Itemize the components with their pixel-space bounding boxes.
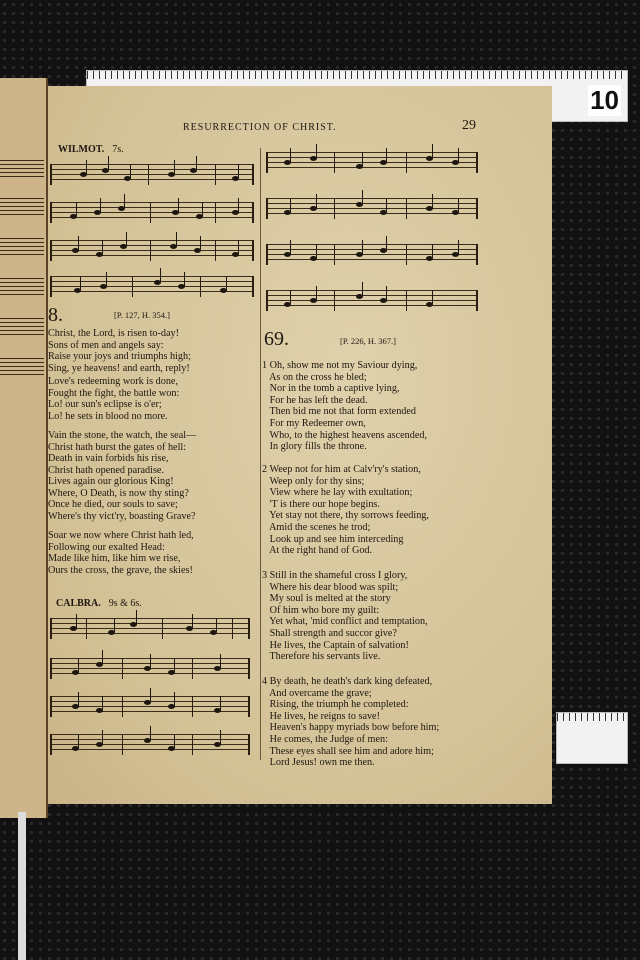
facing-page-edge — [0, 78, 48, 818]
music-staff — [266, 152, 478, 172]
facing-staff — [0, 160, 44, 178]
tune-name: WILMOT. — [58, 144, 105, 155]
hymn-verse: Christ, the Lord, is risen to-day! Sons of men and angels say: Raise your joys and triumphs high; Sing, ye heavens! and earth, reply! — [48, 328, 191, 374]
hymn-reference: [P. 226, H. 367.] — [340, 336, 396, 346]
tune-meter: 9s & 6s. — [108, 598, 142, 609]
music-staff — [50, 240, 254, 260]
tune-name: CALBRA. — [56, 598, 101, 609]
hymn-verse: Lives again our glorious King! Where, O Death, is now thy sting? Once he died, our souls to save; Where's thy vict'ry, boasting Grave? — [48, 476, 196, 522]
ruler-label: 10 — [590, 85, 619, 115]
column-divider — [260, 148, 261, 760]
facing-staff — [0, 278, 44, 296]
facing-staff — [0, 358, 44, 376]
hymn-verse: Vain the stone, the watch, the seal— Christ hath burst the gates of hell: Death in vain forbids his rise, Christ hath opened paradise. — [48, 430, 197, 476]
hymn-verse: Love's redeeming work is done, Fought the fight, the battle won: Lo! our sun's eclipse is o'er; Lo! he sets in blood no more. — [48, 376, 180, 422]
measuring-ruler-bottom — [556, 712, 628, 764]
hymn-verse: 3 Still in the shameful cross I glory, Where his dear blood was spilt; My soul is melted at the story Of him who bore my guilt: Yet what, 'mid conflict and temptation, Shall strength and succor give? He lives, the Captain of salvation! Therefore his servants live. — [262, 570, 428, 663]
music-staff — [50, 658, 250, 678]
running-title: RESURRECTION OF CHRIST. — [183, 122, 337, 133]
music-staff — [50, 164, 254, 184]
hymn-reference: [P. 127, H. 354.] — [114, 310, 170, 320]
hymn-verse: 2 Weep not for him at Calv'ry's station, Weep only for thy sins; View where he lay with exultation; 'T is there our hope begins. Yet stay not there, thy sorrows feeding, Amid the scenes he trod; Look up and see him interceding At the right hand of God. — [262, 464, 429, 557]
tune-title-calbra — [56, 598, 142, 609]
music-staff — [50, 618, 250, 638]
facing-staff — [0, 318, 44, 336]
music-staff — [266, 244, 478, 264]
music-staff — [50, 734, 250, 754]
hymn-verse: 4 By death, he death's dark king defeated, And overcame the grave; Rising, the triumph he completed: He lives, he reigns to save! Heaven's happy myriads bow before him; He comes, the Judge of men: These eyes shall see him and adore him; Lord Jesus! own me then. — [262, 676, 440, 769]
tune-title-wilmot — [58, 144, 124, 155]
music-staff — [50, 202, 254, 222]
hymn-verse: 1 Oh, show me not my Saviour dying, As on the cross he bled; Nor in the tomb a captive lying, For he has left the dead. Then bid me not that form extended For my Redeemer own, Who, to the highest heavens ascended, In glory fills the throne. — [262, 360, 428, 453]
hymn-number: 8. — [48, 304, 63, 326]
music-staff — [266, 290, 478, 310]
music-staff — [50, 696, 250, 716]
facing-staff — [0, 198, 44, 216]
tune-meter: 7s. — [112, 144, 124, 155]
hymn-verse: Soar we now where Christ hath led, Following our exalted Head: Made like him, like him we rise, Ours the cross, the grave, the skies! — [48, 530, 194, 576]
hymnal-page — [48, 86, 552, 804]
music-staff — [266, 198, 478, 218]
music-staff — [50, 276, 254, 296]
facing-staff — [0, 238, 44, 256]
hymn-number: 69. — [264, 328, 289, 350]
page-number: 29 — [462, 118, 476, 133]
book-marker-strip — [18, 812, 26, 960]
